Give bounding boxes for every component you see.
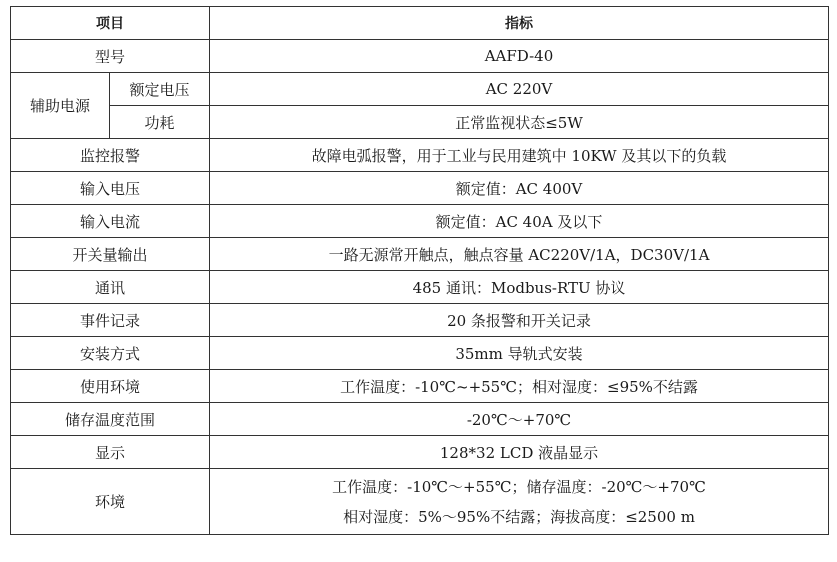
row-label-environment: 环境	[11, 469, 210, 535]
header-spec: 指标	[210, 7, 829, 40]
row-label-install: 安装方式	[11, 337, 210, 370]
table-row	[11, 271, 829, 304]
row-label-usage-env: 使用环境	[11, 370, 210, 403]
row-sublabel-rated-voltage: 额定电压	[110, 73, 210, 106]
environment-line-1: 工作温度：-10℃～+55℃；储存温度：-20℃～+70℃	[332, 477, 706, 496]
row-value-input-voltage: 额定值：AC 400V	[210, 172, 829, 205]
row-value-display: 128*32 LCD 液晶显示	[210, 436, 829, 469]
row-label-event-log: 事件记录	[11, 304, 210, 337]
row-label-aux-power: 辅助电源	[11, 73, 110, 139]
row-value-environment	[210, 469, 829, 535]
header-item: 项目	[11, 7, 210, 40]
row-value-storage-temp: -20℃～+70℃	[210, 403, 829, 436]
table-row	[11, 436, 829, 469]
table-row	[11, 238, 829, 271]
table-row	[11, 337, 829, 370]
row-label-input-current: 输入电流	[11, 205, 210, 238]
table-row	[11, 370, 829, 403]
row-value-power: 正常监视状态≤5W	[210, 106, 829, 139]
row-value-switch-output: 一路无源常开触点，触点容量 AC220V/1A，DC30V/1A	[210, 238, 829, 271]
table-row	[11, 172, 829, 205]
row-sublabel-power: 功耗	[110, 106, 210, 139]
table-row	[11, 40, 829, 73]
row-label-switch-output: 开关量输出	[11, 238, 210, 271]
environment-line-2: 相对湿度：5%～95%不结露；海拔高度：≤2500 m	[343, 507, 695, 526]
row-value-model: AAFD-40	[210, 40, 829, 73]
row-value-input-current: 额定值：AC 40A 及以下	[210, 205, 829, 238]
row-value-event-log: 20 条报警和开关记录	[210, 304, 829, 337]
row-value-usage-env: 工作温度：-10℃~+55℃；相对湿度：≤95%不结露	[210, 370, 829, 403]
table-row	[11, 139, 829, 172]
row-value-rated-voltage: AC 220V	[210, 73, 829, 106]
row-value-alarm: 故障电弧报警，用于工业与民用建筑中 10KW 及其以下的负载	[210, 139, 829, 172]
table-row	[11, 205, 829, 238]
row-value-comm: 485 通讯：Modbus-RTU 协议	[210, 271, 829, 304]
row-label-storage-temp: 储存温度范围	[11, 403, 210, 436]
row-label-display: 显示	[11, 436, 210, 469]
table-row	[11, 106, 829, 139]
row-label-comm: 通讯	[11, 271, 210, 304]
table-row	[11, 304, 829, 337]
table-row	[11, 73, 829, 106]
row-label-input-voltage: 输入电压	[11, 172, 210, 205]
row-value-install: 35mm 导轨式安装	[210, 337, 829, 370]
row-label-model: 型号	[11, 40, 210, 73]
table-header-row	[11, 7, 829, 40]
spec-table	[10, 6, 829, 535]
table-row	[11, 403, 829, 436]
row-label-alarm: 监控报警	[11, 139, 210, 172]
table-row	[11, 469, 829, 535]
